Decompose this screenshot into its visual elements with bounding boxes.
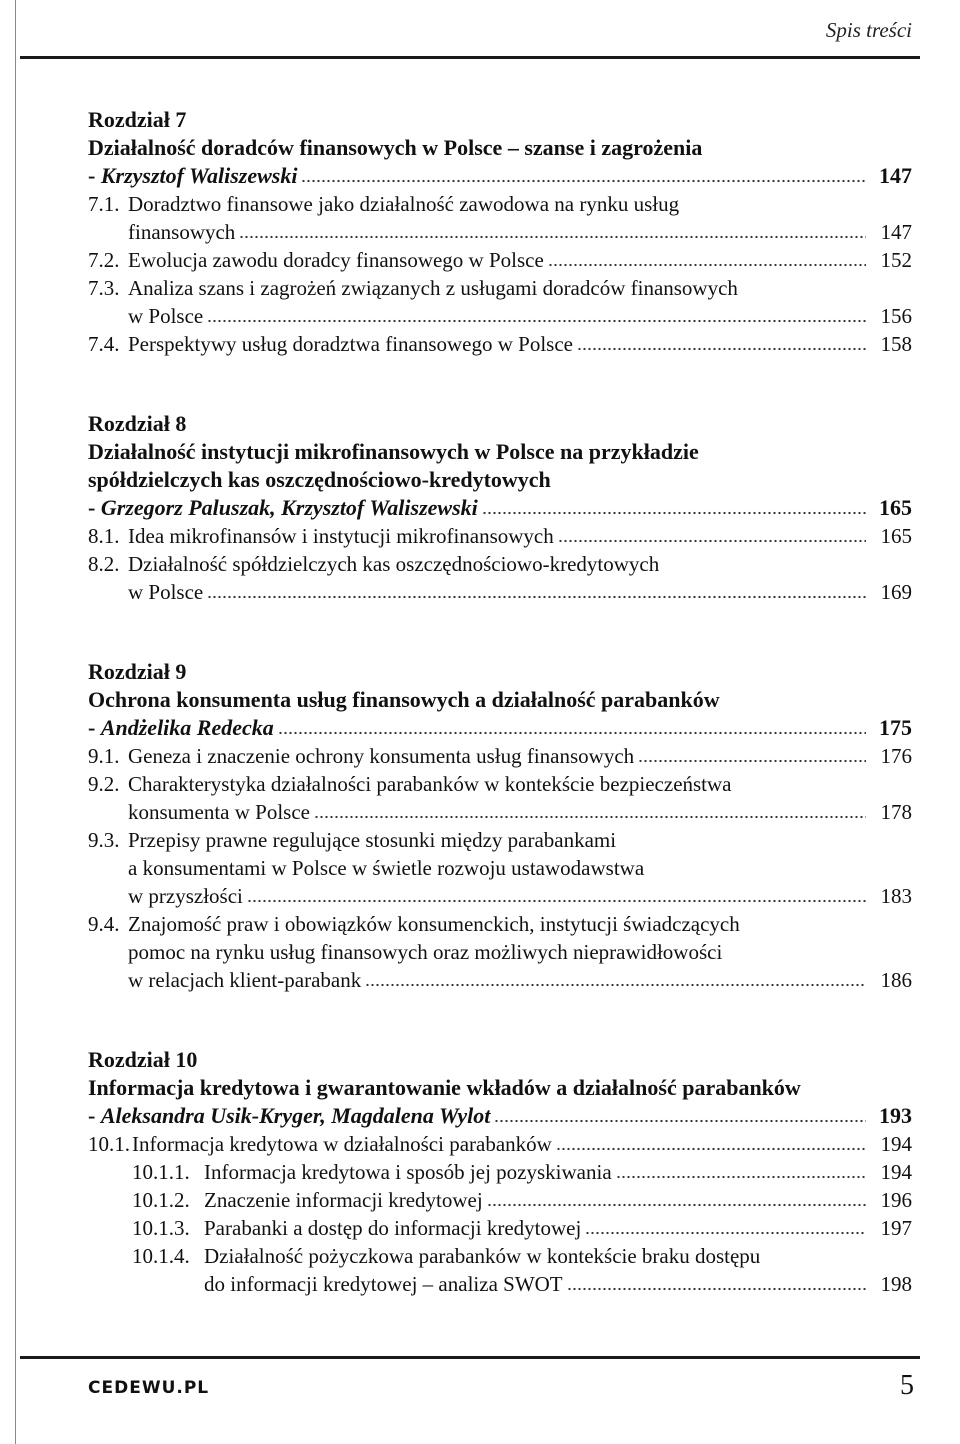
section-title-final <box>132 1158 612 1186</box>
section-number: 10.1.2. <box>132 1188 190 1212</box>
dot-leader <box>616 1175 866 1179</box>
section-entry-row <box>88 302 912 330</box>
section-entry-row <box>88 218 912 246</box>
section-entry-row <box>132 1270 912 1298</box>
chapter-page-number: 175 <box>879 715 912 740</box>
section-title-final <box>132 1186 483 1214</box>
section-title-final <box>128 218 235 246</box>
section-title: w Polsce <box>128 304 204 328</box>
author-prefix: - <box>88 1103 101 1128</box>
section-title: Charakterystyka działalności parabanków w kontekście bezpieczeństwa <box>128 772 732 796</box>
section-title-line <box>88 854 912 882</box>
chapter-author-row <box>88 714 912 742</box>
chapter-block <box>88 1046 912 1298</box>
section-page-number: 156 <box>880 304 912 328</box>
section-title: w Polsce <box>128 580 204 604</box>
toc-section <box>88 826 912 910</box>
section-page-number: 169 <box>880 580 912 604</box>
dot-leader <box>482 511 866 515</box>
dot-leader <box>314 815 866 819</box>
section-title-final <box>88 742 634 770</box>
toc-section <box>88 770 912 826</box>
toc-subsection <box>88 1242 912 1298</box>
section-title-final <box>128 302 203 330</box>
chapter-title: Działalność instytucji mikrofinansowych w Polsce na przykładzie <box>88 439 699 464</box>
toc-subsection <box>88 1214 912 1242</box>
section-title: a konsumentami w Polsce w świetle rozwoju ustawodawstwa <box>128 856 645 880</box>
chapter-author-row <box>88 494 912 522</box>
section-number: 10.1. <box>88 1132 130 1156</box>
toc-subsection <box>88 1158 912 1186</box>
section-title: Przepisy prawne regulujące stosunki między parabankami <box>128 828 617 852</box>
chapter-author: Andżelika Redecka <box>100 715 274 740</box>
section-entry-row <box>88 522 912 550</box>
author-prefix: - <box>88 495 101 520</box>
chapter-page-number: 165 <box>879 495 912 520</box>
dot-leader <box>577 347 866 351</box>
chapter-title: Działalność doradców finansowych w Polsce – szanse i zagrożenia <box>88 135 703 160</box>
section-entry-row <box>88 882 912 910</box>
section-number: 9.1. <box>88 744 120 768</box>
chapter-author: Krzysztof Waliszewski <box>100 163 298 188</box>
chapter-page-number: 193 <box>879 1103 912 1128</box>
dot-leader <box>365 983 866 987</box>
section-number: 9.4. <box>88 912 120 936</box>
toc-section <box>88 274 912 330</box>
section-number: 9.2. <box>88 772 120 796</box>
section-title: w relacjach klient-parabank <box>128 968 362 992</box>
section-number: 7.2. <box>88 248 120 272</box>
section-title-final <box>128 578 203 606</box>
section-title: Geneza i znaczenie ochrony konsumenta usług finansowych <box>128 744 635 768</box>
dot-leader <box>487 1203 866 1207</box>
chapter-title: Informacja kredytowa i gwarantowanie wkładów a działalność parabanków <box>88 1075 801 1100</box>
dot-leader <box>638 759 866 763</box>
section-title: Idea mikrofinansów i instytucji mikrofinansowych <box>128 524 554 548</box>
section-title-line <box>88 190 912 218</box>
chapter-author-line <box>88 714 274 742</box>
dot-leader <box>247 899 866 903</box>
section-page-number: 152 <box>880 248 912 272</box>
author-prefix: - <box>88 715 101 740</box>
toc-section <box>88 190 912 246</box>
section-entry-row <box>88 246 912 274</box>
section-entry-row <box>88 1130 912 1158</box>
dot-leader <box>548 263 866 267</box>
running-head: Spis treści <box>825 18 912 42</box>
publisher-site: CEDEWU.PL <box>88 1378 210 1398</box>
dot-leader <box>556 1147 866 1151</box>
section-number: 10.1.3. <box>132 1216 190 1240</box>
section-title: Znaczenie informacji kredytowej <box>204 1188 483 1212</box>
toc-section <box>88 742 912 770</box>
chapter-title: spółdzielczych kas oszczędnościowo-kredytowych <box>88 467 551 492</box>
dot-leader <box>585 1231 866 1235</box>
section-entry-row <box>88 798 912 826</box>
chapter-block <box>88 410 912 606</box>
dot-leader <box>494 1119 866 1123</box>
chapter-author-line <box>88 162 297 190</box>
dot-leader <box>301 179 866 183</box>
chapter-title: Ochrona konsumenta usług finansowych a działalność parabanków <box>88 687 720 712</box>
section-page-number: 176 <box>880 744 912 768</box>
section-page-number: 198 <box>880 1272 912 1296</box>
toc-section <box>88 330 912 358</box>
section-number: 7.1. <box>88 192 120 216</box>
section-title: Działalność spółdzielczych kas oszczędnościowo-kredytowych <box>128 552 660 576</box>
section-title-line <box>88 550 912 578</box>
chapter-author-row <box>88 1102 912 1130</box>
section-page-number: 194 <box>880 1160 912 1184</box>
section-title: Doradztwo finansowe jako działalność zawodowa na rynku usług <box>128 192 680 216</box>
chapter-author-line <box>88 494 478 522</box>
section-entry-row <box>88 966 912 994</box>
section-entry-row <box>88 578 912 606</box>
section-number: 10.1.4. <box>132 1244 190 1268</box>
chapter-author-row <box>88 162 912 190</box>
section-title-final <box>128 798 310 826</box>
section-number: 7.4. <box>88 332 120 356</box>
section-page-number: 178 <box>880 800 912 824</box>
page-number: 5 <box>900 1370 914 1401</box>
chapter-author: Grzegorz Paluszak, Krzysztof Waliszewski <box>100 495 478 520</box>
section-title-final <box>128 966 361 994</box>
dot-leader <box>278 731 866 735</box>
section-title-line <box>88 910 912 938</box>
section-title: Informacja kredytowa i sposób jej pozyskiwania <box>204 1160 612 1184</box>
toc-section <box>88 1130 912 1158</box>
chapter-block <box>88 106 912 358</box>
section-title-final <box>132 1214 581 1242</box>
section-page-number: 194 <box>880 1132 912 1156</box>
section-title: Informacja kredytowa w działalności parabanków <box>132 1132 552 1156</box>
section-page-number: 196 <box>880 1188 912 1212</box>
toc-section <box>88 522 912 550</box>
section-title-line <box>132 1242 912 1270</box>
chapter-label: Rozdział 8 <box>88 411 187 436</box>
section-title-line <box>88 274 912 302</box>
dot-leader <box>567 1287 866 1291</box>
section-title: finansowych <box>128 220 236 244</box>
section-title-final <box>88 522 554 550</box>
dot-leader <box>207 319 866 323</box>
dot-leader <box>207 595 866 599</box>
left-margin-line <box>15 0 16 1444</box>
dot-leader <box>558 539 866 543</box>
section-page-number: 186 <box>880 968 912 992</box>
chapter-label: Rozdział 10 <box>88 1047 198 1072</box>
chapter-author: Aleksandra Usik-Kryger, Magdalena Wylot <box>100 1103 491 1128</box>
section-title-final <box>204 1270 563 1298</box>
section-title: konsumenta w Polsce <box>128 800 310 824</box>
section-title-final <box>128 882 243 910</box>
footer-rule <box>20 1356 920 1359</box>
section-number: 10.1.1. <box>132 1160 190 1184</box>
toc-section <box>88 246 912 274</box>
header-rule <box>20 56 920 59</box>
section-number: 7.3. <box>88 276 120 300</box>
section-title: Ewolucja zawodu doradcy finansowego w Polsce <box>128 248 544 272</box>
section-entry-row <box>132 1186 912 1214</box>
section-entry-row <box>88 742 912 770</box>
section-title: Perspektywy usług doradztwa finansowego w Polsce <box>128 332 573 356</box>
section-title: Działalność pożyczkowa parabanków w kontekście braku dostępu <box>204 1244 761 1268</box>
section-title: Znajomość praw i obowiązków konsumenckich, instytucji świadczących <box>128 912 740 936</box>
section-entry-row <box>132 1214 912 1242</box>
section-title: do informacji kredytowej – analiza SWOT <box>204 1272 563 1296</box>
section-page-number: 183 <box>880 884 912 908</box>
section-title: Parabanki a dostęp do informacji kredytowej <box>204 1216 582 1240</box>
section-title-final <box>88 246 544 274</box>
chapter-page-number: 147 <box>879 163 912 188</box>
section-entry-row <box>132 1158 912 1186</box>
chapter-label: Rozdział 9 <box>88 659 187 684</box>
section-page-number: 158 <box>880 332 912 356</box>
dot-leader <box>239 235 866 239</box>
toc-subsection <box>88 1186 912 1214</box>
section-number: 8.1. <box>88 524 120 548</box>
section-title-final <box>88 330 573 358</box>
toc-section <box>88 910 912 994</box>
section-page-number: 147 <box>880 220 912 244</box>
section-number: 8.2. <box>88 552 120 576</box>
section-number: 9.3. <box>88 828 120 852</box>
section-title-line <box>88 826 912 854</box>
chapter-author-line <box>88 1102 490 1130</box>
section-title: pomoc na rynku usług finansowych oraz możliwych nieprawidłowości <box>128 940 723 964</box>
section-title-line <box>88 938 912 966</box>
section-title: w przyszłości <box>128 884 243 908</box>
section-title: Analiza szans i zagrożeń związanych z usługami doradców finansowych <box>128 276 738 300</box>
section-title-final <box>88 1130 552 1158</box>
section-page-number: 165 <box>880 524 912 548</box>
chapter-block <box>88 658 912 994</box>
section-entry-row <box>88 330 912 358</box>
author-prefix: - <box>88 163 101 188</box>
section-title-line <box>88 770 912 798</box>
toc-section <box>88 550 912 606</box>
table-of-contents <box>88 106 912 1350</box>
section-page-number: 197 <box>880 1216 912 1240</box>
chapter-label: Rozdział 7 <box>88 107 187 132</box>
